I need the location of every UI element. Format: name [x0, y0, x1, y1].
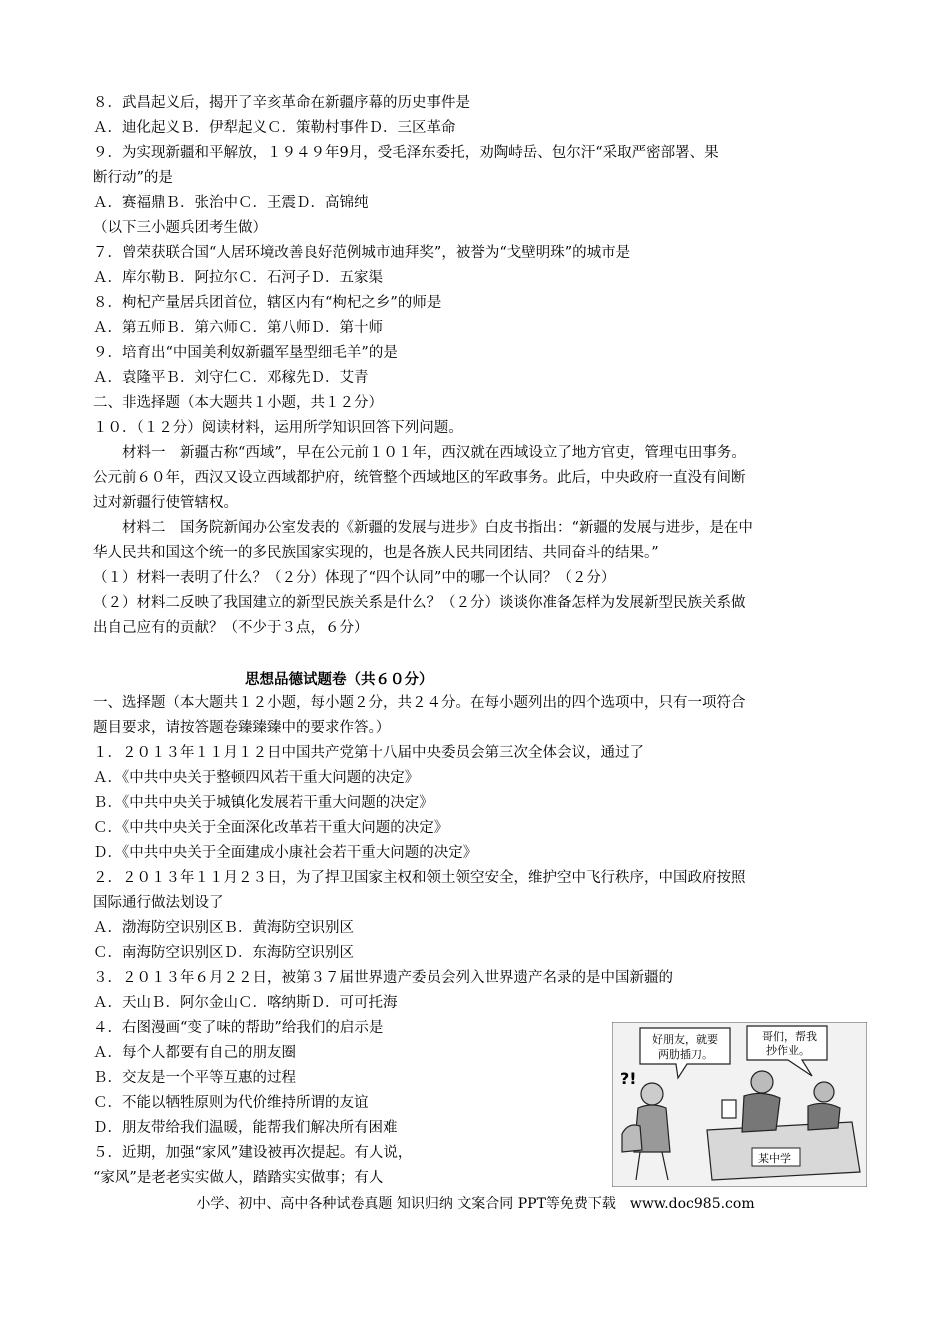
bubble-text: 抄作业。: [766, 1044, 810, 1057]
material-line: 华人民共和国这个统一的多民族国家实现的，也是各族人民共同团结、共同奋斗的结果。”: [93, 545, 659, 561]
section-title: 思想品德试题卷（共６０分）: [245, 671, 434, 688]
text-line: 断行动”的是: [93, 170, 173, 186]
text-line: ３．２０１３年６月２２日，被第３７届世界遗产委员会列入世界遗产名录的是中国新疆的: [93, 970, 673, 986]
text-line: 题目要求，请按答题卷臻臻臻中的要求作答。）: [93, 720, 391, 736]
text-line: “家风”是老老实实做人，踏踏实实做事；有人: [93, 1170, 384, 1186]
option-line: Ｃ．《中共中央关于全面深化改革若干重大问题的决定》: [93, 820, 449, 836]
desk: [707, 1122, 860, 1180]
text-line: １０．（１２分）阅读材料，运用所学知识回答下列问题。: [93, 420, 463, 436]
desk-sign: 某中学: [758, 1152, 791, 1165]
text-line: ８．武昌起义后，揭开了辛亥革命在新疆序幕的历史事件是: [93, 95, 470, 111]
option-line: Ａ．渤海防空识别区Ｂ．黄海防空识别区: [93, 920, 354, 936]
option-line: Ａ．《中共中央关于整顿四风若干重大问题的决定》: [93, 770, 420, 786]
page-footer: 小学、初中、高中各种试卷真题 知识归纳 文案合同 PPT等免费下载 www.doc985.com: [196, 1196, 755, 1212]
text-line: 二、非选择题（本大题共１小题，共１２分）: [93, 395, 383, 411]
option-line: Ｄ．朋友带给我们温暖，能帮我们解决所有困难: [93, 1120, 398, 1136]
text-line: ２．２０１３年１１月２３日，为了捍卫国家主权和领土领空安全，维护空中飞行秩序，中国政府按照: [93, 870, 746, 886]
text-line: Ａ．库尔勒Ｂ．阿拉尔Ｃ．石河子Ｄ．五家渠: [93, 270, 383, 286]
text-line: ７．曾荣获联合国“人居环境改善良好范例城市迪拜奖”，被誉为“戈壁明珠”的城市是: [93, 245, 631, 261]
text-line: （以下三小题兵团考生做）: [93, 220, 267, 236]
text-line: 一、选择题（本大题共１２小题，每小题２分，共２４分。在每小题列出的四个选项中，只有一项符合: [93, 695, 746, 711]
text-line: ９．为实现新疆和平解放，１９４９年9月，受毛泽东委托，劝陶峙岳、包尔汗“采取严密部署、果: [93, 145, 719, 161]
material-line: 材料一 新疆古称“西域”，早在公元前１０１年，西汉就在西域设立了地方官吏，管理屯田事务。: [122, 445, 746, 461]
option-line: Ｄ．《中共中央关于全面建成小康社会若干重大问题的决定》: [93, 845, 478, 861]
bubble-text: 两肋插刀。: [658, 1048, 713, 1061]
confusion-marks: ?!: [620, 1069, 637, 1088]
option-line: Ａ．每个人都要有自己的朋友圈: [93, 1045, 296, 1061]
option-line: Ａ．天山Ｂ．阿尔金山Ｃ．喀纳斯Ｄ．可可托海: [93, 995, 398, 1011]
option-line: Ｃ．南海防空识别区Ｄ．东海防空识别区: [93, 945, 354, 961]
text-line: ５．近期，加强“家风”建设被再次提起。有人说，: [93, 1145, 413, 1161]
text-line: ９．培育出“中国美利奴新疆军垦型细毛羊”的是: [93, 345, 398, 361]
option-line: Ｂ．交友是一个平等互惠的过程: [93, 1070, 296, 1086]
text-line: Ａ．赛福鼎Ｂ．张治中Ｃ．王震Ｄ．高锦纯: [93, 195, 369, 211]
text-line: Ａ．迪化起义Ｂ．伊犁起义Ｃ．策勒村事件Ｄ．三区革命: [93, 120, 456, 136]
question-line: （１）材料一表明了什么？（２分）体现了“四个认同”中的哪一个认同？（２分）: [93, 570, 616, 586]
material-line: 公元前６０年，西汉又设立西域都护府，统管整个西域地区的军政事务。此后，中央政府一直没有间断: [93, 470, 746, 486]
material-line: 材料二 国务院新闻办公室发表的《新疆的发展与进步》白皮书指出：“新疆的发展与进步，是在中: [122, 520, 753, 536]
text-line: Ａ．第五师Ｂ．第六师Ｃ．第八师Ｄ．第十师: [93, 320, 383, 336]
cartoon-illustration: [612, 1022, 867, 1187]
text-line: ４．右图漫画“变了味的帮助”给我们的启示是: [93, 1020, 384, 1036]
text-line: Ａ．袁隆平Ｂ．刘守仁Ｃ．邓稼先Ｄ．艾青: [93, 370, 369, 386]
material-line: 过对新疆行使管辖权。: [93, 495, 238, 511]
bubble-text: 好朋友，就要: [652, 1033, 718, 1046]
option-line: Ｃ．不能以牺牲原则为代价维持所谓的友谊: [93, 1095, 369, 1111]
question-line: 出自己应有的贡献？（不少于３点，６分）: [93, 620, 369, 636]
question-line: （２）材料二反映了我国建立的新型民族关系是什么？（２分）谈谈你准备怎样为发展新型民族关系做: [93, 595, 746, 611]
bubble-text: 哥们，帮我: [762, 1030, 817, 1043]
text-line: １．２０１３年１１月１２日中国共产党第十八届中央委员会第三次全体会议，通过了: [93, 745, 644, 761]
option-line: Ｂ．《中共中央关于城镇化发展若干重大问题的决定》: [93, 795, 434, 811]
text-line: 国际通行做法划设了: [93, 895, 224, 911]
text-line: ８．枸杞产量居兵团首位，辖区内有“枸杞之乡”的师是: [93, 295, 442, 311]
